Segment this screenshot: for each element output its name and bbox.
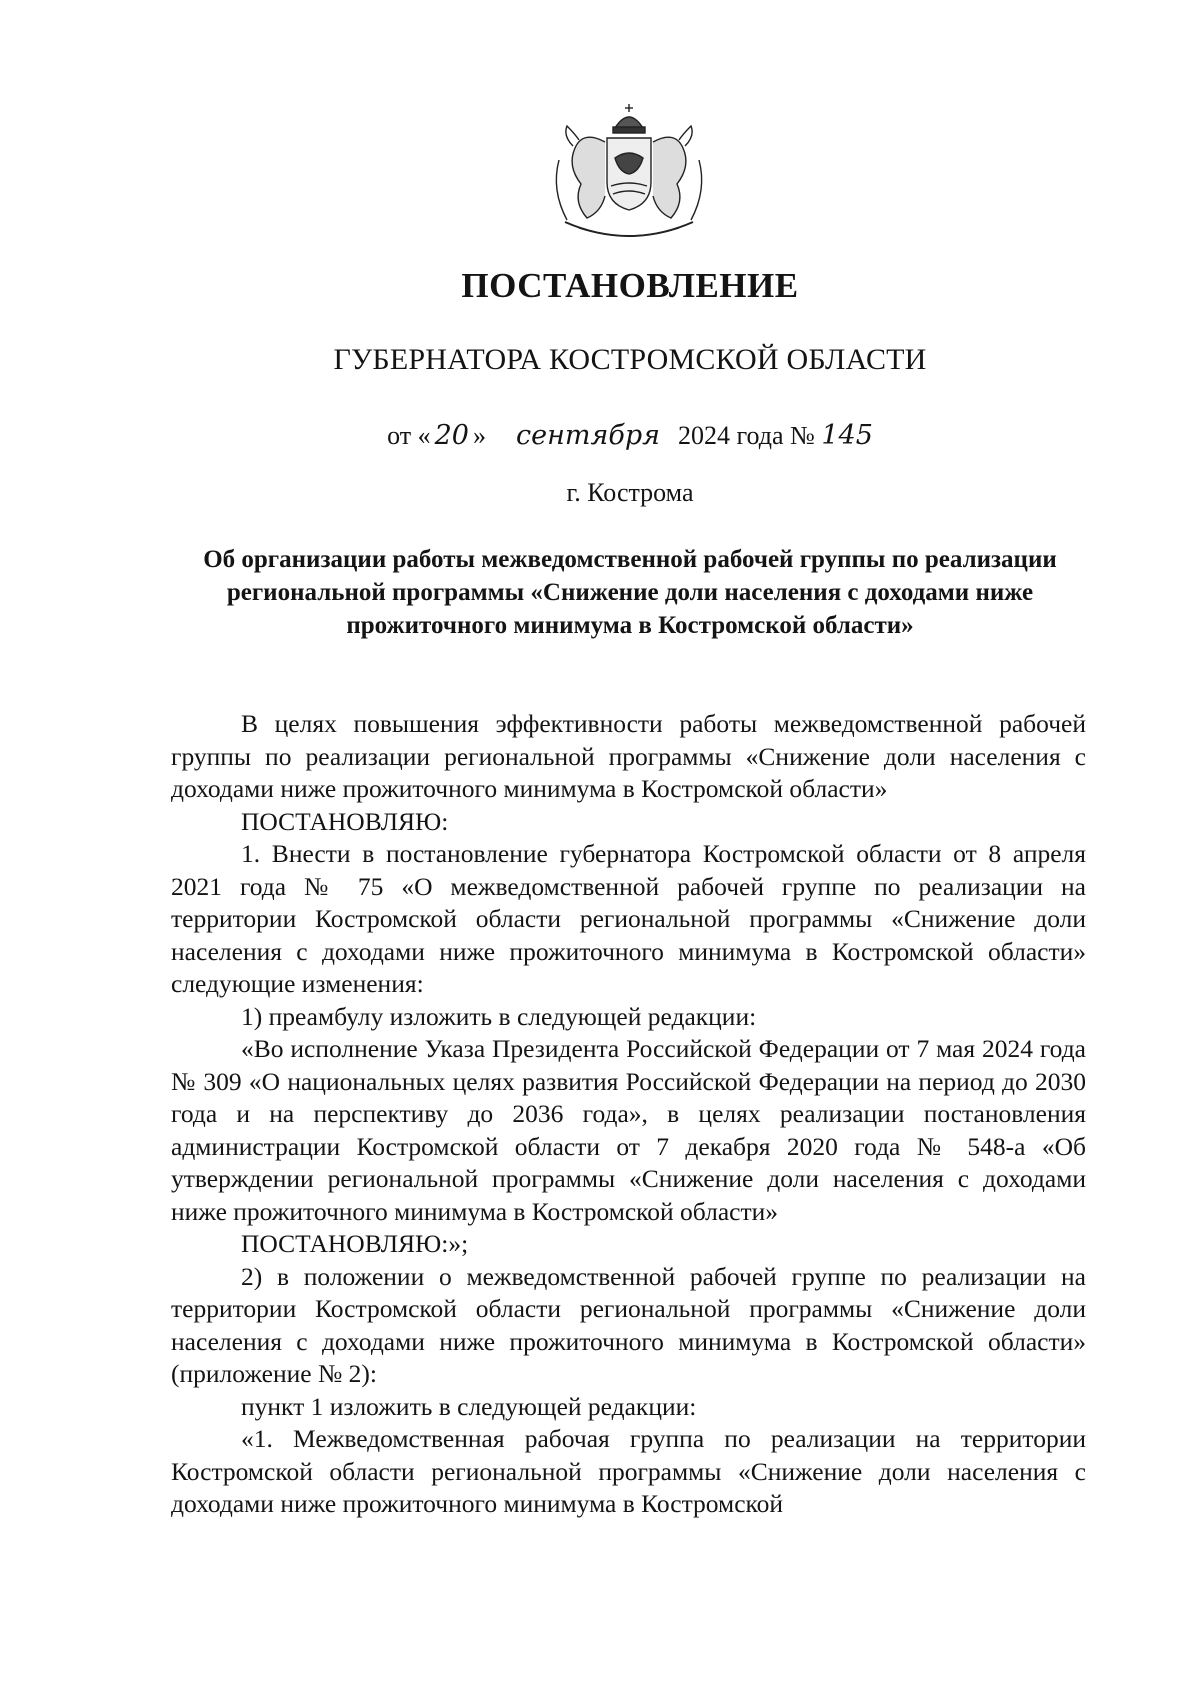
date-year: 2024 года №: [678, 421, 815, 450]
city: г. Кострома: [566, 478, 694, 507]
date-day: 20: [434, 420, 469, 451]
document-number: 145: [821, 420, 873, 451]
paragraph: В целях повышения эффективности работы межведомственной рабочей группы по реализации региональной программы «Снижение доли населения с доходами ниже прожиточного минимума в Костромской области»: [171, 709, 1086, 803]
paragraph: 1) преамбулу изложить в следующей редакции:: [241, 1001, 757, 1031]
document-subject: Об организации работы межведомственной рабочей группы по реализации региональной программы «Снижение доли населения с доходами ниже прожиточного минимума в Костромской области»: [203, 546, 1057, 639]
paragraph: «1. Межведомственная рабочая группа по реализации на территории Костромской области региональной программы «Снижение доли населения с доходами ниже прожиточного минимума в Костромской: [171, 1424, 1086, 1518]
paragraph: 1. Внести в постановление губернатора Костромской области от 8 апреля 2021 года № 75 «О межведомственной рабочей группе по реализации на территории Костромской области региональной программы «Снижение доли населения с доходами ниже прожиточного минимума в Костромской области» следующие изменения:: [171, 839, 1086, 998]
paragraph: ПОСТАНОВЛЯЮ:»;: [241, 1229, 469, 1258]
paragraph: «Во исполнение Указа Президента Российской Федерации от 7 мая 2024 года № 309 «О национальных целях развития Российской Федерации на период до 2030 года и на перспективу до 2036 года», в целях реализации постановления администрации Костромской области от 7 декабря 2020 года № 548-а «Об утверждении региональной программы «Снижение доли населения с доходами ниже прожиточного минимума в Костромской области»: [171, 1034, 1086, 1226]
document-body: [171, 708, 1086, 1521]
date-month: сентября: [515, 420, 660, 451]
paragraph: ПОСТАНОВЛЯЮ:: [241, 806, 449, 836]
paragraph: пункт 1 изложить в следующей редакции:: [241, 1391, 697, 1421]
date-prefix: от «: [387, 421, 431, 450]
issuer: ГУБЕРНАТОРА КОСТРОМСКОЙ ОБЛАСТИ: [333, 343, 927, 376]
document-title: ПОСТАНОВЛЕНИЕ: [461, 266, 799, 305]
paragraph: 2) в положении о межведомственной рабочей группе по реализации на территории Костромской области региональной программы «Снижение доли населения с доходами ниже прожиточного минимума в Костромской области» (приложение № 2):: [171, 1261, 1086, 1388]
date-line: [0, 420, 1200, 451]
coat-of-arms-icon: [545, 100, 713, 250]
date-mid: »: [472, 421, 486, 450]
